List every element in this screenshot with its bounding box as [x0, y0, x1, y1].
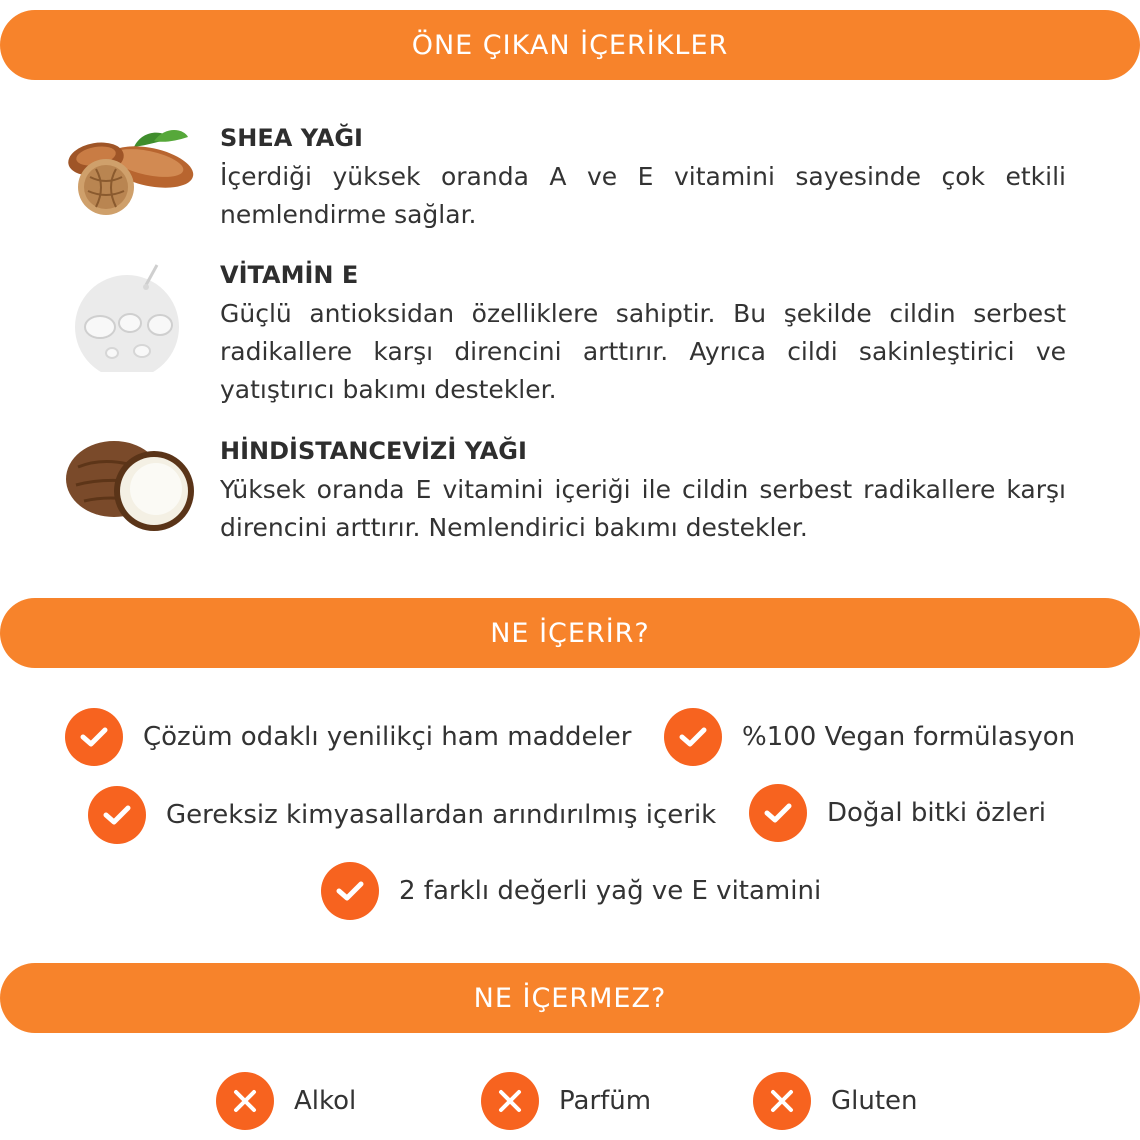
cross-icon: [481, 1072, 539, 1130]
contains-banner: [0, 598, 1140, 668]
not-contains-item-label: Gluten: [831, 1086, 918, 1116]
contains-item: [321, 862, 821, 920]
check-icon: [88, 786, 146, 844]
not-contains-title: NE İÇERMEZ?: [473, 982, 667, 1014]
ingredient-description: Yüksek oranda E vitamini içeriği ile cildin serbest radikallere karşı direncini arttırır. Nemlendirici bakımı destekler.: [220, 475, 1066, 542]
cross-icon: [753, 1072, 811, 1130]
ingredient-title: VİTAMİN E: [220, 261, 359, 289]
not-contains-item: [216, 1072, 356, 1130]
ingredient-title: SHEA YAĞI: [220, 124, 363, 152]
contains-title: NE İÇERİR?: [490, 617, 650, 649]
contains-item-label: Doğal bitki özleri: [827, 798, 1047, 828]
coconut-icon: [62, 433, 197, 538]
ingredient-description: İçerdiği yüksek oranda A ve E vitamini sayesinde çok etkili nemlendirme sağlar.: [220, 162, 1066, 229]
check-icon: [664, 708, 722, 766]
not-contains-item: [481, 1072, 651, 1130]
featured-ingredients-title: ÖNE ÇIKAN İÇERİKLER: [411, 29, 729, 61]
check-icon: [749, 784, 807, 842]
ingredient-title: HİNDİSTANCEVİZİ YAĞI: [220, 437, 527, 465]
ingredient-description: Güçlü antioksidan özelliklere sahiptir. Bu şekilde cildin serbest radikallere karşı direncini arttırır. Ayrıca cildi sakinleştirici ve yatıştırıcı bakımı destekler.: [220, 299, 1066, 404]
not-contains-item: [753, 1072, 918, 1130]
not-contains-item-label: Alkol: [294, 1086, 357, 1116]
contains-item-label: 2 farklı değerli yağ ve E vitamini: [399, 876, 822, 906]
shea-nut-icon: [62, 125, 197, 220]
contains-item: [749, 784, 1046, 842]
check-icon: [321, 862, 379, 920]
contains-item-label: %100 Vegan formülasyon: [742, 722, 1076, 752]
not-contains-banner: [0, 963, 1140, 1033]
contains-item-label: Çözüm odaklı yenilikçi ham maddeler: [143, 722, 632, 752]
contains-item: [88, 786, 716, 844]
contains-item: [664, 708, 1075, 766]
serum-drops-icon: [62, 257, 192, 372]
check-icon: [65, 708, 123, 766]
cross-icon: [216, 1072, 274, 1130]
contains-item-label: Gereksiz kimyasallardan arındırılmış içerik: [166, 800, 717, 830]
contains-item: [65, 708, 631, 766]
not-contains-item-label: Parfüm: [559, 1086, 652, 1116]
featured-ingredients-banner: [0, 10, 1140, 80]
